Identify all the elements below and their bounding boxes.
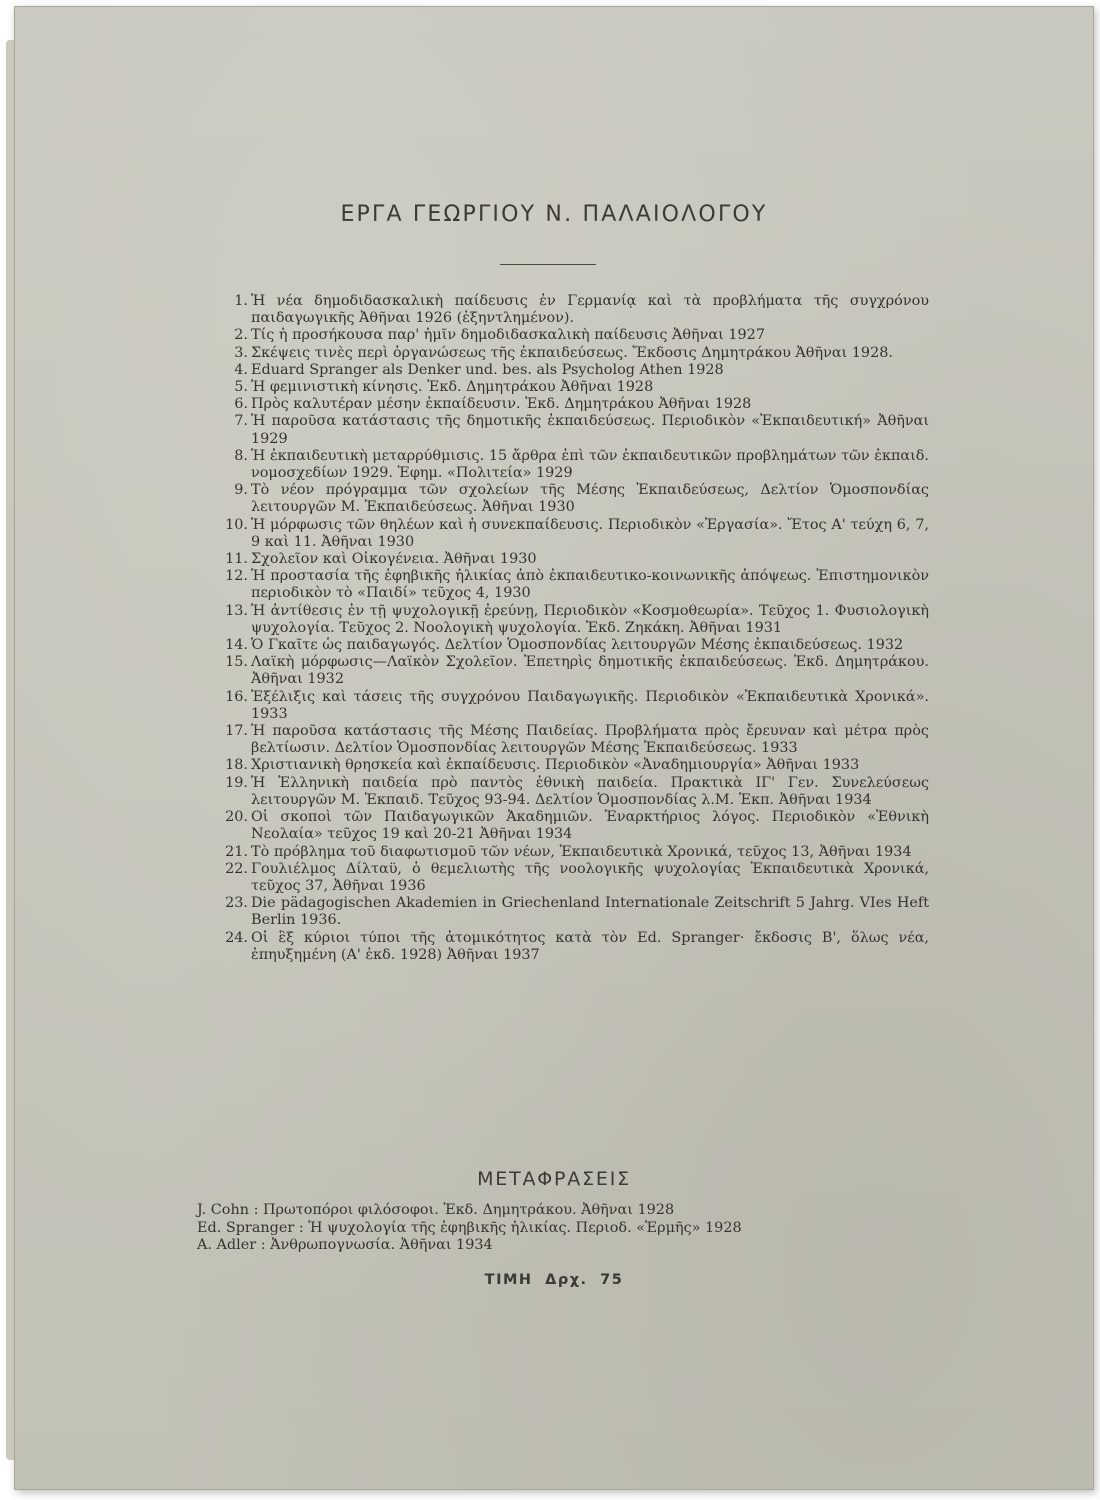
price-currency: Δρχ. (545, 1272, 588, 1288)
work-text: Τίς ἡ προσήκουσα παρ' ἡμῖν δημοδιδασκαλικὴ παίδευσις Ἀθῆναι 1927 (251, 327, 765, 344)
price-label: ΤΙΜΗ (484, 1272, 533, 1288)
work-entry (199, 775, 929, 809)
work-entry (199, 551, 929, 568)
work-number: 15. (225, 654, 248, 671)
work-number: 9. (234, 482, 248, 499)
work-entry (199, 895, 929, 929)
work-entry (199, 861, 929, 895)
work-text: Ἡ μόρφωσις τῶν θηλέων καὶ ἡ συνεκπαίδευσις. Περιοδικὸν «Ἐργασία». Ἔτος Α' τεύχη 6, 7, 9 καὶ 11. Ἀθῆναι 1930 (251, 516, 929, 550)
work-text: Ἡ ἐκπαιδευτικὴ μεταρρύθμισις. 15 ἄρθρα ἐπὶ τῶν ἐκπαιδευτικῶν προβλημάτων τῶν ἐκπαιδ. νομοσχεδίων 1929. Ἐφημ. «Πολιτεία» 1929 (251, 447, 929, 482)
work-number: 7. (234, 413, 248, 430)
work-entry (199, 413, 929, 447)
translation-entry: J. Cohn : Πρωτοπόροι φιλόσοφοι. Ἐκδ. Δημητράκου. Ἀθῆναι 1928 (197, 1202, 675, 1218)
work-entry (199, 654, 929, 688)
work-entry (199, 396, 929, 413)
work-number: 19. (225, 774, 248, 791)
work-text: Ἡ παροῦσα κατάστασις τῆς δημοτικῆς ἐκπαιδεύσεως. Περιοδικὸν «Ἐκπαιδευτική» Ἀθῆναι 1929 (251, 413, 929, 447)
translation-entry: A. Adler : Ἀνθρωπογνωσία. Ἀθῆναι 1934 (197, 1237, 493, 1254)
work-text: Τὸ πρόβλημα τοῦ διαφωτισμοῦ τῶν νέων, Ἐκπαιδευτικὰ Χρονικά, τεῦχος 13, Ἀθῆναι 1934 (251, 843, 912, 860)
work-entry (199, 362, 929, 379)
work-number: 12. (225, 568, 248, 585)
work-number: 8. (234, 447, 248, 464)
work-text: Πρὸς καλυτέραν μέσην ἐκπαίδευσιν. Ἐκδ. Δημητράκου Ἀθῆναι 1928 (251, 396, 752, 413)
work-text: Οἱ σκοποὶ τῶν Παιδαγωγικῶν Ἀκαδημιῶν. Ἐναρκτήριος λόγος. Περιοδικὸν «Ἐθνικὴ Νεολαία» τεῦχος 19 καὶ 20-21 Ἀθῆναι 1934 (251, 809, 929, 843)
work-text: Ἡ νέα δημοδιδασκαλικὴ παίδευσις ἐν Γερμανίᾳ καὶ τὰ προβλήματα τῆς συγχρόνου παιδαγωγικῆς Ἀθῆναι 1926 (ἐξηντλημένον). (251, 293, 929, 327)
translations-list (197, 1202, 937, 1255)
work-number: 16. (225, 688, 248, 705)
work-entry (199, 723, 929, 757)
price-line (14, 1272, 1094, 1288)
work-entry (199, 345, 929, 362)
work-number: 5. (234, 379, 248, 396)
work-entry (199, 603, 929, 637)
work-number: 1. (234, 293, 248, 309)
work-entry (199, 568, 929, 602)
document-title: ΕΡΓΑ ΓΕΩΡΓΙΟΥ Ν. ΠΑΛΑΙΟΛΟΓΟΥ (340, 202, 768, 227)
title-divider (500, 264, 596, 265)
translation-entry: Ed. Spranger : Ἡ ψυχολογία τῆς ἐφηβικῆς ἡλικίας. Περιοδ. «Ἑρμῆς» 1928 (197, 1219, 742, 1236)
work-number: 14. (225, 637, 248, 654)
work-number: 2. (234, 327, 248, 344)
work-entry (199, 689, 929, 723)
work-number: 6. (234, 396, 248, 413)
work-entry (199, 327, 929, 344)
work-number: 22. (225, 860, 248, 877)
work-entry (199, 293, 929, 327)
work-entry (199, 517, 929, 551)
works-list (199, 293, 929, 964)
work-entry (199, 637, 929, 654)
translations-title: ΜΕΤΑΦΡΑΣΕΙΣ (477, 1168, 631, 1190)
work-number: 18. (225, 757, 248, 774)
work-number: 13. (225, 602, 248, 619)
work-text: Ἐξέλιξις καὶ τάσεις τῆς συγχρόνου Παιδαγωγικῆς. Περιοδικὸν «Ἐκπαιδευτικὰ Χρονικά». 1933 (251, 688, 929, 722)
work-entry (199, 757, 929, 774)
work-number: 23. (225, 895, 248, 912)
work-entry (199, 482, 929, 516)
work-text: Σχολεῖον καὶ Οἰκογένεια. Ἀθῆναι 1930 (251, 551, 537, 568)
work-number: 11. (225, 551, 248, 568)
back-cover (14, 6, 1094, 1490)
work-text: Ἡ προστασία τῆς ἐφηβικῆς ἡλικίας ἀπὸ ἐκπαιδευτικο-κοινωνικῆς ἀπόψεως. Ἐπιστημονικὸν περιοδικὸν τὸ «Παιδί» τεῦχος 4, 1930 (251, 568, 929, 602)
work-entry (199, 930, 929, 964)
price-value: 75 (600, 1272, 624, 1288)
work-text: Die pädagogischen Akademien in Griechenland Internationale Zeitschrift 5 Jahrg. VIes Heft Berlin 1936. (251, 895, 929, 929)
work-text: Λαϊκὴ μόρφωσις—Λαϊκὸν Σχολεῖον. Ἐπετηρὶς δημοτικῆς ἐκπαιδεύσεως. Ἐκδ. Δημητράκου. Ἀθῆναι 1932 (251, 654, 929, 688)
work-number: 21. (225, 843, 248, 860)
work-entry (199, 844, 929, 861)
work-entry (199, 379, 929, 396)
work-text: Χριστιανικὴ θρησκεία καὶ ἐκπαίδευσις. Περιοδικὸν «Ἀναδημιουργία» Ἀθῆναι 1933 (251, 757, 860, 774)
work-text: Τὸ νέον πρόγραμμα τῶν σχολείων τῆς Μέσης Ἐκπαιδεύσεως, Δελτίον Ὁμοσπονδίας λειτουργῶν Μ. Ἐκπαιδεύσεως. Ἀθῆναι 1930 (251, 482, 929, 516)
work-text: Γουλιέλμος Δίλταϋ, ὁ θεμελιωτὴς τῆς νοολογικῆς ψυχολογίας Ἐκπαιδευτικὰ Χρονικά, τεῦχος 37, Ἀθῆναι 1936 (251, 860, 929, 894)
work-text: Eduard Spranger als Denker und. bes. als Psycholog Athen 1928 (251, 361, 724, 378)
work-text: Σκέψεις τινὲς περὶ ὀργανώσεως τῆς ἐκπαιδεύσεως. Ἔκδοσις Δημητράκου Ἀθῆναι 1928. (251, 344, 893, 361)
work-text: Ἡ Ἑλληνικὴ παιδεία πρὸ παντὸς ἐθνικὴ παιδεία. Πρακτικὰ ΙΓ' Γεν. Συνελεύσεως λειτουργῶν Μ. Ἐκπαιδ. Τεῦχος 93-94. Δελτίον Ὁμοσπονδίας λ.Μ. Ἐκπ. Ἀθῆναι 1934 (251, 774, 929, 808)
work-number: 4. (234, 361, 248, 378)
work-entry (199, 448, 929, 482)
work-number: 17. (225, 723, 248, 740)
work-entry (199, 809, 929, 843)
work-text: Οἱ ἓξ κύριοι τύποι τῆς ἀτομικότητος κατὰ τὸν Ed. Spranger· ἔκδοσις Β', ὅλως νέα, ἐπηυξημένη (Α' ἐκδ. 1928) Ἀθῆναι 1937 (251, 929, 929, 963)
work-text: Ὁ Γκαῖτε ὡς παιδαγωγός. Δελτίον Ὁμοσπονδίας λειτουργῶν Μέσης ἐκπαιδεύσεως. 1932 (251, 637, 904, 654)
work-number: 24. (225, 929, 248, 946)
work-number: 3. (234, 344, 248, 361)
work-text: Ἡ παροῦσα κατάστασις τῆς Μέσης Παιδείας. Προβλήματα πρὸς ἔρευναν καὶ μέτρα πρὸς βελτίωσιν. Δελτίον Ὁμοσπονδίας λειτουργῶν Μέσης Ἐκπαιδεύσεως. 1933 (251, 723, 929, 757)
work-number: 10. (225, 516, 248, 533)
work-text: Ἡ ἀντίθεσις ἐν τῇ ψυχολογικῇ ἐρεύνῃ, Περιοδικὸν «Κοσμοθεωρία». Τεῦχος 1. Φυσιολογικὴ ψυχολογία. Τεῦχος 2. Νοολογικὴ ψυχολογία. Ἐκδ. Ζηκάκη. Ἀθῆναι 1931 (251, 602, 929, 636)
work-number: 20. (225, 809, 248, 826)
work-text: Ἡ φεμινιστικὴ κίνησις. Ἐκδ. Δημητράκου Ἀθῆναι 1928 (251, 379, 654, 396)
